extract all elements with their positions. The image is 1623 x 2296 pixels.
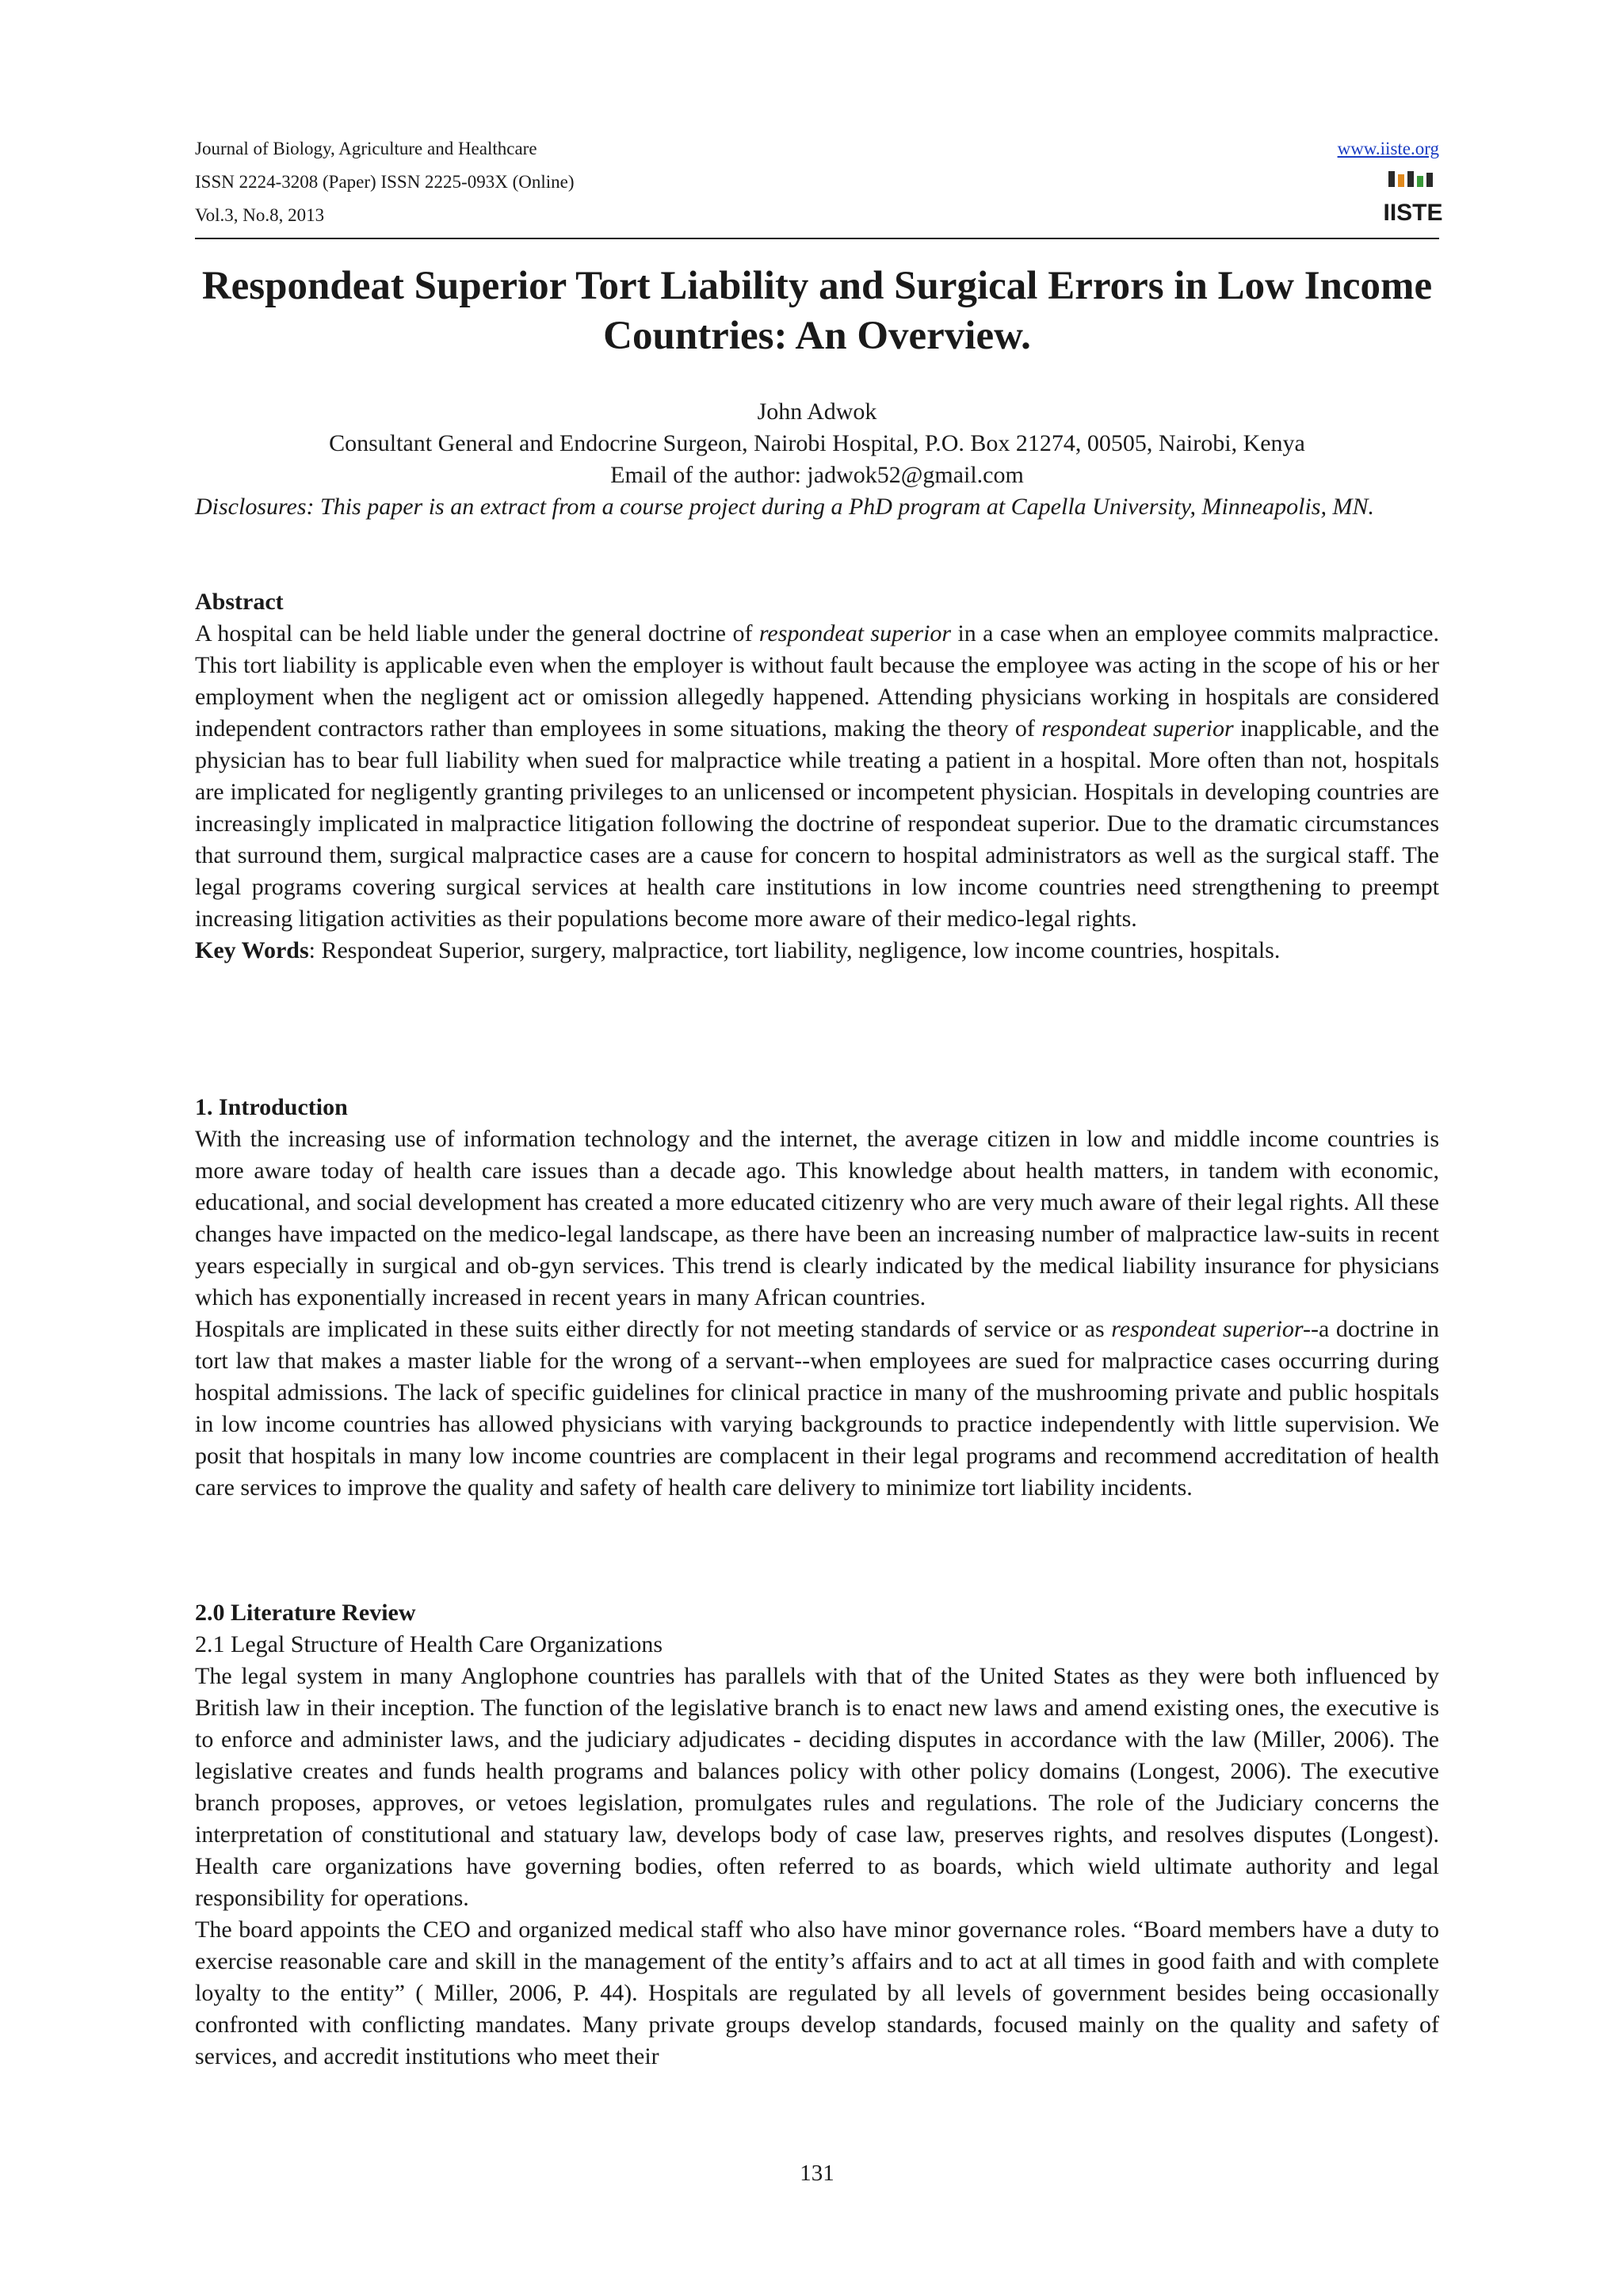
iiste-logo xyxy=(1383,170,1443,227)
literature-review-section xyxy=(195,1597,1439,2073)
paper-title: Respondeat Superior Tort Liability and Surgical Errors in Low Income Countries: An Overview. xyxy=(201,264,1433,358)
abstract-section xyxy=(195,586,1439,967)
disclosure: Disclosures: This paper is an extract from a course project during a PhD program at Capella University, Minneapolis, MN. xyxy=(195,494,1374,520)
keywords-label: Key Words xyxy=(195,937,309,963)
page-number: 131 xyxy=(800,2161,834,2186)
author-email: Email of the author: jadwok52@gmail.com xyxy=(610,462,1024,488)
literature-heading: 2.0 Literature Review xyxy=(195,1600,416,1626)
journal-website-link[interactable]: www.iiste.org xyxy=(1337,139,1439,158)
journal-issn: ISSN 2224-3208 (Paper) ISSN 2225-093X (Online) xyxy=(195,172,575,192)
literature-subheading: 2.1 Legal Structure of Health Care Organizations xyxy=(195,1631,663,1657)
iiste-logo-text: IISTE xyxy=(1383,200,1443,226)
abstract-paragraph: A hospital can be held liable under the general doctrine of respondeat superior in a case when an employee commits malpractice. This tort liability is applicable even when the employer is without fault because the employee was acting in the scope of his or her employment when the negligent act or omission allegedly happened. Attending physicians working in hospitals are considered independent contractors rather than employees in some situations, making the theory of respondeat superior inapplicable, and the physician has to bear full liability when sued for malpractice while treating a patient in a hospital. More often than not, hospitals are implicated for negligently granting privileges to an unlicensed or incompetent physician. Hospitals in developing countries are increasingly implicated in malpractice litigation following the doctrine of respondeat superior. Due to the dramatic circumstances that surround them, surgical malpractice cases are a cause for concern to hospital administrators as well as the surgical staff. The legal programs covering surgical services at health care institutions in low income countries need strengthening to preempt increasing litigation activities as their populations become more aware of their medico-legal rights. xyxy=(195,620,1439,932)
abstract-heading: Abstract xyxy=(195,589,284,615)
journal-name: Journal of Biology, Agriculture and Healthcare xyxy=(195,139,537,158)
introduction-paragraph-2: Hospitals are implicated in these suits either directly for not meeting standards of service or as respondeat superior--a doctrine in tort law that makes a master liable for the wrong of a servant--when employees are sued for malpractice cases occurring during hospital admissions. The lack of specific guidelines for clinical practice in many of the mushrooming private and public hospitals in low income countries has allowed physicians with varying backgrounds to practice independently with little supervision. We posit that hospitals in many low income countries are complacent in their legal programs and recommend accreditation of health care services to improve the quality and safety of health care delivery to minimize tort liability incidents. xyxy=(195,1316,1440,1501)
keywords xyxy=(195,935,1439,967)
literature-paragraph-1: The legal system in many Anglophone countries has parallels with that of the United States as they were both influenced by British law in their inception. The function of the legislative branch is to enact new laws and amend existing ones, the executive is to enforce and administer laws, and the judiciary adjudicates - deciding disputes in accordance with the law (Miller, 2006). The legislative creates and funds health programs and balances policy with other policy domains (Longest, 2006). The executive branch proposes, approves, or vetoes legislation, promulgates rules and regulations. The role of the Judiciary concerns the interpretation of constitutional and statuary law, develops body of case law, preserves rights, and resolves disputes (Longest). Health care organizations have governing bodies, often referred to as boards, which wield ultimate authority and legal responsibility for operations. xyxy=(195,1663,1439,1911)
introduction-paragraph-1: With the increasing use of information technology and the internet, the average citizen in low and middle income countries is more aware today of health care issues than a decade ago. This knowledge about health matters, in tandem with economic, educational, and social development has created a more educated citizenry who are very much aware of their legal rights. All these changes have impacted on the medico-legal landscape, as there have been an increasing number of malpractice law-suits in recent years especially in surgical and ob-gyn services. This trend is clearly indicated by the medical liability insurance for physicians which has exponentially increased in recent years in many African countries. xyxy=(195,1126,1439,1310)
header-divider xyxy=(195,238,1439,239)
author-block xyxy=(195,396,1439,491)
literature-paragraph-2: The board appoints the CEO and organized medical staff who also have minor governance roles. “Board members have a duty to exercise reasonable care and skill in the management of the entity’s affairs and to act at all times in good faith and with complete loyalty to the entity” ( Miller, 2006, P. 44). Hospitals are regulated by all levels of government besides being occasionally confronted with conflicting mandates. Many private groups develop standards, focused mainly on the quality and safety of services, and accredit institutions who meet their xyxy=(195,1917,1439,2069)
introduction-heading: 1. Introduction xyxy=(195,1094,348,1120)
journal-header xyxy=(195,138,1443,239)
journal-volume: Vol.3, No.8, 2013 xyxy=(195,205,325,225)
keywords-list: : Respondeat Superior, surgery, malpractice, tort liability, negligence, low income countries, hospitals. xyxy=(308,937,1281,963)
introduction-section xyxy=(195,1092,1439,1504)
author-affiliation: Consultant General and Endocrine Surgeon, Nairobi Hospital, P.O. Box 21274, 00505, Nairobi, Kenya xyxy=(329,430,1305,456)
author-name: John Adwok xyxy=(757,399,877,425)
